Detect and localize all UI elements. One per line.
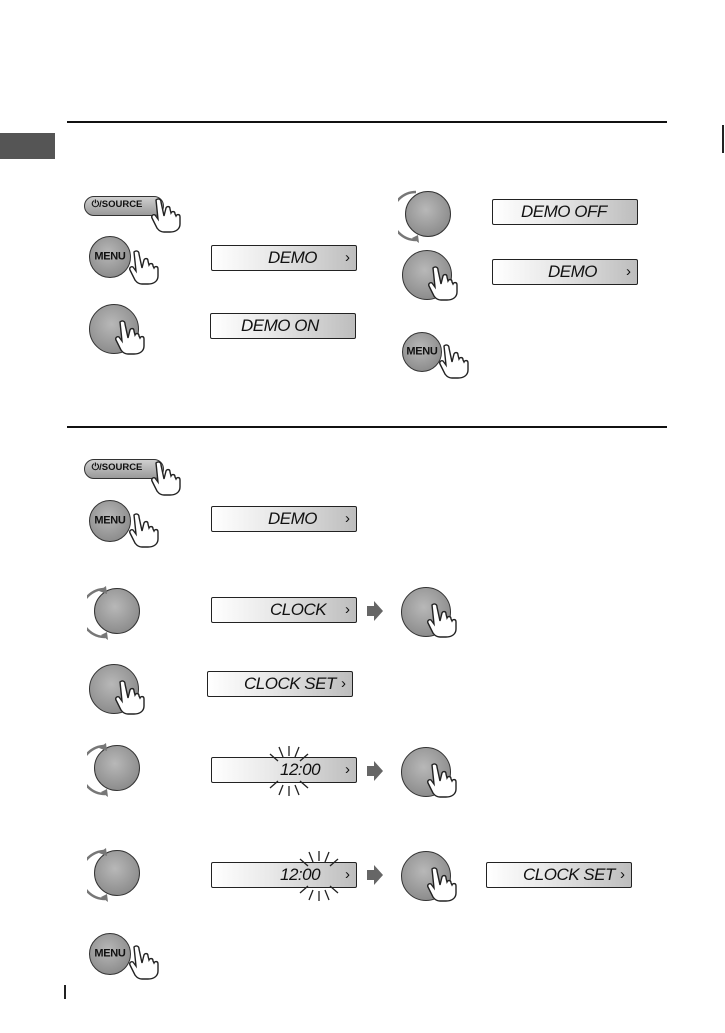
lcd-display-clock: CLOCK › [211,597,357,623]
press-hand-icon [112,318,152,356]
lcd-display-demo: DEMO › [211,506,357,532]
chevron-right-icon: › [626,263,631,280]
next-arrow-icon [367,865,383,885]
press-hand-icon [126,943,166,981]
menu-button[interactable]: MENU [89,500,131,542]
lcd-display-clock-set-final: CLOCK SET › [486,862,632,888]
press-hand-icon [424,865,464,903]
press-hand-icon [148,196,188,234]
lcd-display-demo: DEMO › [211,245,357,271]
press-hand-icon [126,248,166,286]
lcd-display-time-hour: 12:00 › [211,757,357,783]
menu-button[interactable]: MENU [89,933,131,975]
chevron-right-icon: › [345,249,350,266]
rotate-arrow-icon [87,585,117,643]
menu-button[interactable]: MENU [402,332,442,372]
chevron-right-icon: › [345,866,350,883]
language-tab [0,133,55,159]
press-hand-icon [436,342,476,380]
rotate-arrow-icon [398,188,428,246]
lcd-display-demo-off: DEMO OFF [492,199,638,225]
press-hand-icon [424,601,464,639]
next-arrow-icon [367,761,383,781]
chevron-right-icon: › [341,675,346,692]
rotate-arrow-icon [87,847,117,905]
section-rule-demo [67,121,667,123]
rotate-arrow-icon [87,742,117,800]
lcd-display-clock-set: CLOCK SET › [207,671,353,697]
chevron-right-icon: › [345,761,350,778]
menu-button[interactable]: MENU [89,236,131,278]
section-rule-clock [67,426,667,428]
power-source-button[interactable]: ⏻/SOURCE [84,196,164,216]
page-number-mark [64,985,66,999]
chevron-right-icon: › [345,510,350,527]
press-hand-icon [112,678,152,716]
press-hand-icon [148,459,188,497]
press-hand-icon [126,511,166,549]
page-edge-mark [722,125,724,153]
chevron-right-icon: › [345,601,350,618]
lcd-display-demo-on: DEMO ON [210,313,356,339]
chevron-right-icon: › [620,866,625,883]
power-source-button[interactable]: ⏻/SOURCE [84,459,164,479]
next-arrow-icon [367,601,383,621]
lcd-display-demo-right: DEMO › [492,259,638,285]
press-hand-icon [425,264,465,302]
lcd-display-time-minute: 12:00 › [211,862,357,888]
press-hand-icon [424,761,464,799]
